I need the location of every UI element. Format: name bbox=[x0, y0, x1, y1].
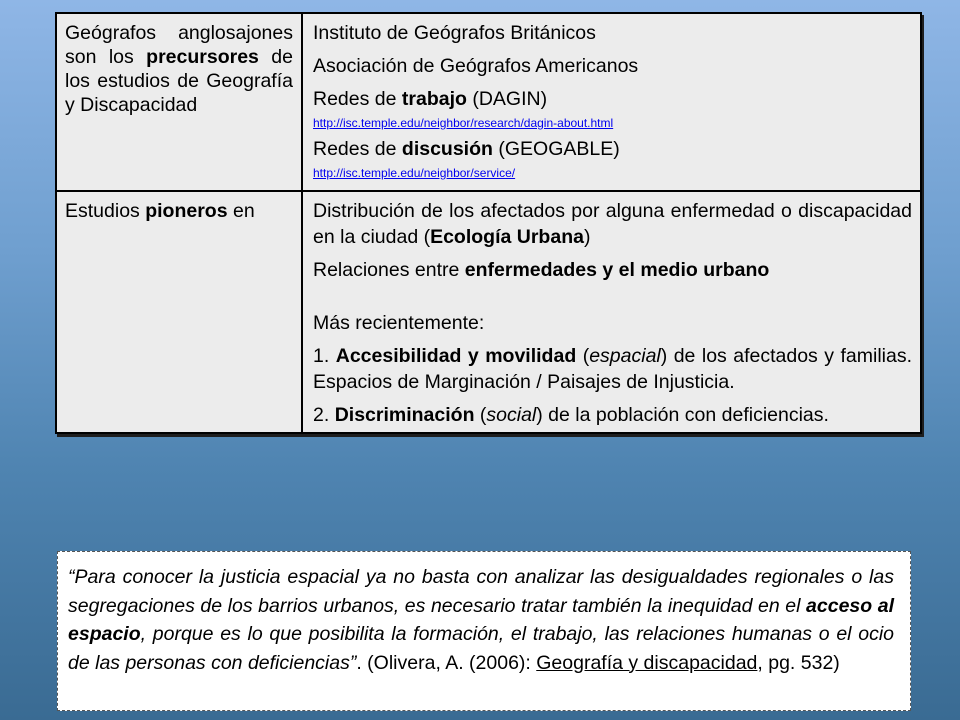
citation: . (Olivera, A. (2006): Geografía y discapacidad, pg. 532) bbox=[356, 651, 840, 674]
table-row-pioneers bbox=[56, 191, 921, 433]
dagin-network-text: Redes de trabajo (DAGIN) bbox=[313, 88, 548, 110]
recent-heading: Más recientemente: bbox=[313, 312, 485, 334]
quote-box bbox=[57, 551, 911, 711]
content-table bbox=[55, 12, 922, 434]
pioneer-studies-cell bbox=[302, 191, 921, 433]
precursors-label-cell: Geógrafos anglosajones son los precursores de los estudios de Geografía y Discapacidad bbox=[56, 13, 302, 191]
urban-ecology-text: Distribución de los afectados por alguna enfermedad o discapacidad en la ciudad (Ecología Urbana) bbox=[313, 200, 912, 248]
geogable-link[interactable]: http://isc.temple.edu/neighbor/service/ bbox=[313, 166, 516, 180]
institutions-cell bbox=[302, 13, 921, 191]
british-institute-text: Instituto de Geógrafos Británicos bbox=[313, 22, 596, 44]
discrimination-item: 2. Discriminación (social) de la población con deficiencias. bbox=[313, 404, 829, 426]
table-row-precursors bbox=[56, 13, 921, 191]
quote-text: “Para conocer la justicia espacial ya no basta con analizar las desigualdades regionales o las segregaciones de los barrios urbanos, es necesario tratar también la inequidad en el acceso al espacio, porque es lo que posibilita la formación, el trabajo, las relaciones humanas o el ocio de las personas con deficiencias” bbox=[68, 566, 895, 674]
spacer bbox=[313, 290, 912, 310]
book-title: Geografía y discapacidad bbox=[536, 651, 758, 674]
geogable-network-text: Redes de discusión (GEOGABLE) bbox=[313, 138, 620, 160]
diseases-urban-text: Relaciones entre enfermedades y el medio urbano bbox=[313, 259, 770, 281]
dagin-link[interactable]: http://isc.temple.edu/neighbor/research/dagin-about.html bbox=[313, 116, 614, 130]
accessibility-item: 1. Accesibilidad y movilidad (espacial) de los afectados y familias. Espacios de Marginación / Paisajes de Injusticia. bbox=[313, 345, 912, 393]
american-association-text: Asociación de Geógrafos Americanos bbox=[313, 55, 639, 77]
pioneers-label-cell: Estudios pioneros en bbox=[56, 191, 302, 433]
